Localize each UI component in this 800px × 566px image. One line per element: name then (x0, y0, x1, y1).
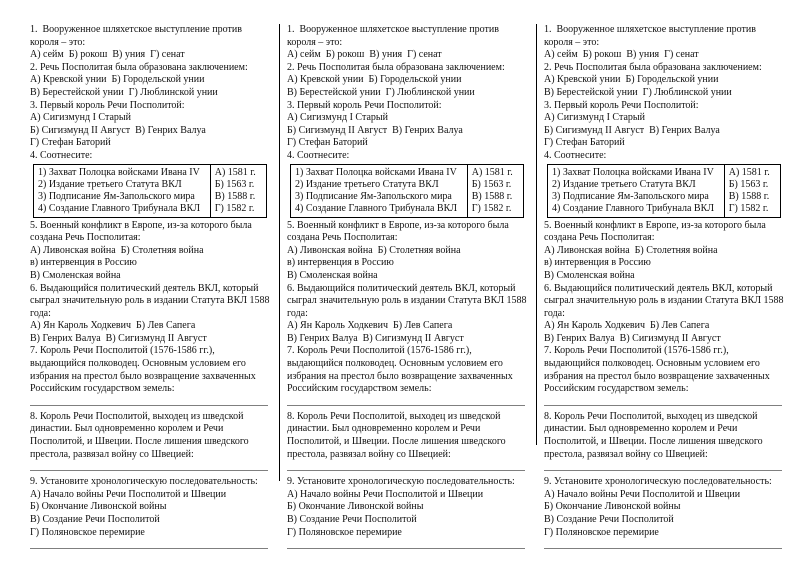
match-item: 2) Издание третьего Статута ВКЛ (34, 179, 211, 191)
answer-blank-line (30, 405, 268, 406)
option-line: А) Сигизмунд I Старый (544, 112, 645, 124)
matching-table (290, 164, 524, 218)
answer-blank-line (287, 470, 525, 471)
question-3 (544, 100, 786, 150)
option-line: в) интервенция в Россию (287, 257, 394, 269)
option-line: В) Смоленская война (544, 269, 635, 281)
table-row (34, 179, 267, 191)
match-item: 4) Создание Главного Трибунала ВКЛ (291, 203, 468, 218)
option-line: В) Смоленская война (30, 269, 121, 281)
option-line: А) Начало войны Речи Посполитой и Швеции (544, 488, 741, 500)
question-9 (30, 476, 272, 549)
question-1 (287, 24, 529, 62)
test-column (544, 24, 786, 554)
question-8 (30, 411, 272, 471)
question-8 (544, 411, 786, 471)
question-1 (30, 24, 272, 62)
question-8 (287, 411, 529, 471)
question-text: 4. Соотнесите: (544, 149, 607, 161)
option-line: А) Ливонская война Б) Столетняя война (30, 244, 204, 256)
match-year: Б) 1563 г. (467, 179, 523, 191)
answer-blank-line (30, 470, 268, 471)
option-line: А) Ян Кароль Ходкевич Б) Лев Сапега (287, 320, 453, 332)
question-6 (544, 283, 786, 346)
question-4 (544, 150, 786, 218)
option-line: В) Смоленская война (287, 269, 378, 281)
question-text: 6. Выдающийся политический деятель ВКЛ, который сыграл значительную роль в издании Статута ВКЛ 1588 года: (287, 282, 530, 319)
question-9 (544, 476, 786, 549)
match-item: 2) Издание третьего Статута ВКЛ (291, 179, 468, 191)
question-2 (544, 62, 786, 100)
question-text: 6. Выдающийся политический деятель ВКЛ, который сыграл значительную роль в издании Статута ВКЛ 1588 года: (30, 282, 273, 319)
question-text: 5. Военный конфликт в Европе, из-за которого была создана Речь Посполитая: (287, 219, 512, 244)
test-column (30, 24, 272, 554)
match-year: Г) 1582 г. (467, 203, 523, 218)
option-line: А) Сигизмунд I Старый (30, 112, 131, 124)
option-line: А) сейм Б) рокош В) уния Г) сенат (30, 49, 185, 61)
question-text: 5. Военный конфликт в Европе, из-за которого была создана Речь Посполитая: (30, 219, 255, 244)
match-year: В) 1588 г. (724, 191, 780, 203)
table-row (34, 203, 267, 218)
test-column (287, 24, 529, 554)
question-5 (30, 220, 272, 283)
option-line: А) сейм Б) рокош В) уния Г) сенат (287, 49, 442, 61)
option-line: в) интервенция в Россию (30, 257, 137, 269)
option-line: Б) Окончание Ливонской войны (544, 501, 681, 513)
match-year: Б) 1563 г. (210, 179, 266, 191)
match-item: 1) Захват Полоцка войсками Ивана IV (291, 164, 468, 179)
question-4 (30, 150, 272, 218)
table-row (291, 203, 524, 218)
question-text: 1. Вооруженное шляхетское выступление против короля – это: (287, 24, 502, 48)
option-line: В) Создание Речи Посполитой (287, 514, 417, 525)
matching-table (547, 164, 781, 218)
question-text: 7. Король Речи Посполитой (1576-1586 гг.), выдающийся полководец. Основным условием его избрания на престол было возвращение захваченных Российским государством земель: (287, 345, 516, 395)
question-text: 8. Король Речи Посполитой, выходец из шведской династии. Был одновременно королем и Речи Посполитой, и Швеции. После лишения шведского престола, развязал войну со Швецией: (287, 410, 509, 460)
answer-blank-line (544, 405, 782, 406)
table-row (34, 191, 267, 203)
question-text: 9. Установите хронологическую последовательность: (30, 476, 258, 488)
question-text: 9. Установите хронологическую последовательность: (287, 476, 515, 488)
option-line: Г) Стефан Баторий (287, 137, 368, 149)
question-1 (544, 24, 786, 62)
question-4 (287, 150, 529, 218)
option-line: В) Берестейской унии Г) Люблинской унии (544, 86, 732, 98)
option-line: А) Кревской унии Б) Городельской унии (287, 74, 462, 86)
matching-table (33, 164, 267, 218)
question-5 (287, 220, 529, 283)
question-text: 3. Первый король Речи Посполитой: (287, 99, 442, 111)
match-year: В) 1588 г. (467, 191, 523, 203)
question-text: 5. Военный конфликт в Европе, из-за которого была создана Речь Посполитая: (544, 219, 769, 244)
option-line: В) Создание Речи Посполитой (30, 514, 160, 525)
option-line: В) Берестейской унии Г) Люблинской унии (30, 86, 218, 98)
match-item: 2) Издание третьего Статута ВКЛ (548, 179, 725, 191)
table-row (291, 179, 524, 191)
question-text: 8. Король Речи Посполитой, выходец из шведской династии. Был одновременно королем и Речи Посполитой, и Швеции. После лишения шведского престола, развязал войну со Швецией: (30, 410, 252, 460)
answer-blank-line (287, 405, 525, 406)
question-2 (30, 62, 272, 100)
option-line: А) Ян Кароль Ходкевич Б) Лев Сапега (544, 320, 710, 332)
table-row (548, 191, 781, 203)
match-year: В) 1588 г. (210, 191, 266, 203)
answer-blank-line (30, 548, 268, 549)
option-line: А) Кревской унии Б) Городельской унии (30, 74, 205, 86)
option-line: Г) Поляновское перемирие (287, 526, 402, 538)
question-3 (287, 100, 529, 150)
question-text: 6. Выдающийся политический деятель ВКЛ, который сыграл значительную роль в издании Статута ВКЛ 1588 года: (544, 282, 787, 319)
option-line: А) Начало войны Речи Посполитой и Швеции (30, 488, 227, 500)
question-text: 7. Король Речи Посполитой (1576-1586 гг.), выдающийся полководец. Основным условием его избрания на престол было возвращение захваченных Российским государством земель: (30, 345, 259, 395)
option-line: В) Генрих Валуа В) Сигизмунд II Август (30, 332, 207, 344)
table-row (291, 191, 524, 203)
option-line: Б) Окончание Ливонской войны (30, 501, 167, 513)
table-row (548, 164, 781, 179)
option-line: Б) Сигизмунд II Август В) Генрих Валуа (544, 124, 720, 136)
match-year: А) 1581 г. (724, 164, 780, 179)
question-text: 2. Речь Посполитая была образована заключением: (287, 61, 505, 73)
match-item: 4) Создание Главного Трибунала ВКЛ (548, 203, 725, 218)
option-line: В) Берестейской унии Г) Люблинской унии (287, 86, 475, 98)
match-year: Б) 1563 г. (724, 179, 780, 191)
match-year: Г) 1582 г. (724, 203, 780, 218)
question-3 (30, 100, 272, 150)
match-item: 3) Подписание Ям-Запольского мира (548, 191, 725, 203)
option-line: В) Генрих Валуа В) Сигизмунд II Август (544, 332, 721, 344)
option-line: Б) Окончание Ливонской войны (287, 501, 424, 513)
table-row (548, 203, 781, 218)
match-year: А) 1581 г. (210, 164, 266, 179)
question-text: 1. Вооруженное шляхетское выступление против короля – это: (30, 24, 245, 48)
option-line: Б) Сигизмунд II Август В) Генрих Валуа (287, 124, 463, 136)
answer-blank-line (544, 548, 782, 549)
match-year: Г) 1582 г. (210, 203, 266, 218)
option-line: в) интервенция в Россию (544, 257, 651, 269)
question-7 (544, 345, 786, 405)
column-divider (536, 24, 537, 445)
option-line: А) Начало войны Речи Посполитой и Швеции (287, 488, 484, 500)
option-line: А) Ливонская война Б) Столетняя война (287, 244, 461, 256)
question-9 (287, 476, 529, 549)
question-text: 2. Речь Посполитая была образована заключением: (544, 61, 762, 73)
question-6 (287, 283, 529, 346)
option-line: А) Кревской унии Б) Городельской унии (544, 74, 719, 86)
question-2 (287, 62, 529, 100)
question-7 (30, 345, 272, 405)
match-year: А) 1581 г. (467, 164, 523, 179)
table-row (34, 164, 267, 179)
table-row (548, 179, 781, 191)
question-text: 1. Вооруженное шляхетское выступление против короля – это: (544, 24, 759, 48)
match-item: 4) Создание Главного Трибунала ВКЛ (34, 203, 211, 218)
question-text: 4. Соотнесите: (30, 149, 93, 161)
option-line: Г) Поляновское перемирие (30, 526, 145, 538)
question-5 (544, 220, 786, 283)
match-item: 3) Подписание Ям-Запольского мира (291, 191, 468, 203)
option-line: Г) Стефан Баторий (30, 137, 111, 149)
question-text: 7. Король Речи Посполитой (1576-1586 гг.), выдающийся полководец. Основным условием его избрания на престол было возвращение захваченных Российским государством земель: (544, 345, 773, 395)
match-item: 1) Захват Полоцка войсками Ивана IV (548, 164, 725, 179)
question-text: 4. Соотнесите: (287, 149, 350, 161)
question-6 (30, 283, 272, 346)
option-line: Г) Стефан Баторий (544, 137, 625, 149)
option-line: А) Ян Кароль Ходкевич Б) Лев Сапега (30, 320, 196, 332)
question-text: 3. Первый король Речи Посполитой: (30, 99, 185, 111)
match-item: 3) Подписание Ям-Запольского мира (34, 191, 211, 203)
option-line: Г) Поляновское перемирие (544, 526, 659, 538)
question-text: 9. Установите хронологическую последовательность: (544, 476, 772, 488)
option-line: Б) Сигизмунд II Август В) Генрих Валуа (30, 124, 206, 136)
question-7 (287, 345, 529, 405)
question-text: 2. Речь Посполитая была образована заключением: (30, 61, 248, 73)
column-divider (279, 24, 280, 481)
option-line: А) Сигизмунд I Старый (287, 112, 388, 124)
option-line: А) сейм Б) рокош В) уния Г) сенат (544, 49, 699, 61)
option-line: А) Ливонская война Б) Столетняя война (544, 244, 718, 256)
question-text: 3. Первый король Речи Посполитой: (544, 99, 699, 111)
answer-blank-line (544, 470, 782, 471)
option-line: В) Генрих Валуа В) Сигизмунд II Август (287, 332, 464, 344)
answer-blank-line (287, 548, 525, 549)
option-line: В) Создание Речи Посполитой (544, 514, 674, 525)
question-text: 8. Король Речи Посполитой, выходец из шведской династии. Был одновременно королем и Речи Посполитой, и Швеции. После лишения шведского престола, развязал войну со Швецией: (544, 410, 766, 460)
table-row (291, 164, 524, 179)
match-item: 1) Захват Полоцка войсками Ивана IV (34, 164, 211, 179)
